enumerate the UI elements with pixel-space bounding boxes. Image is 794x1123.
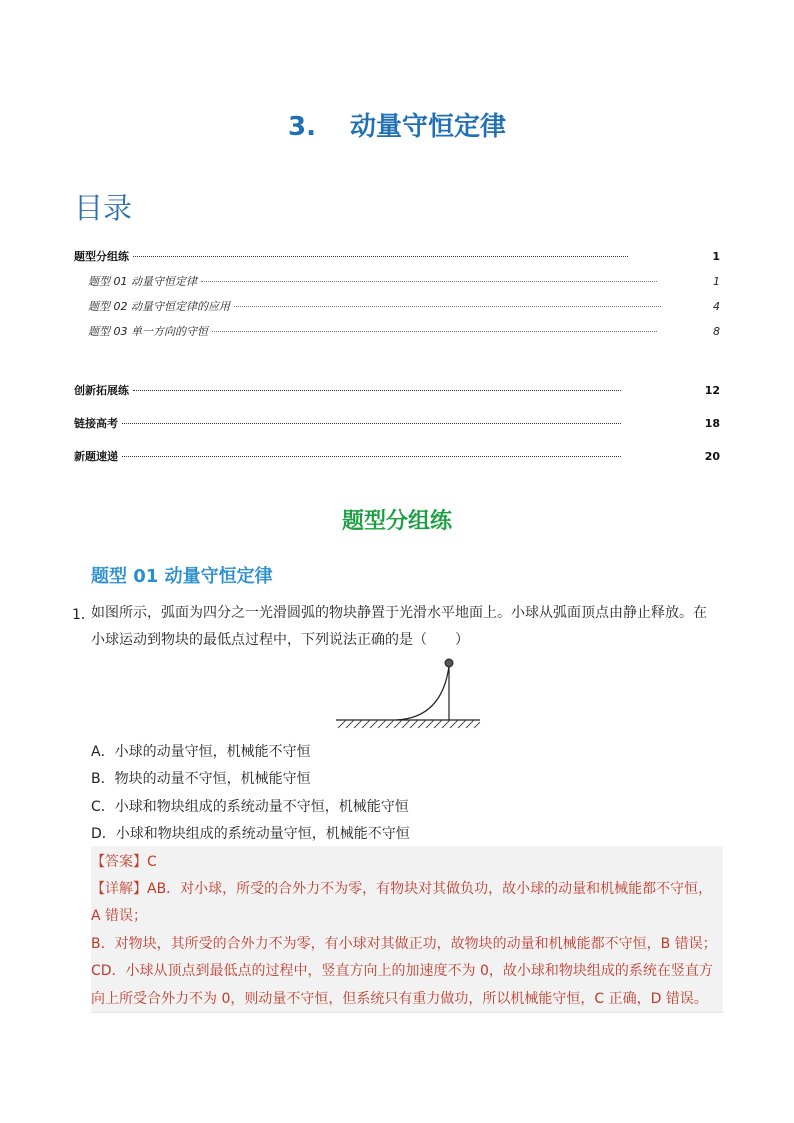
explanation-line: A 错误； [91,908,148,924]
toc-item-page: 1 [712,250,720,263]
toc-leader [212,331,657,332]
toc-item-label: 链接高考 [74,417,118,430]
title-number: 3. [288,112,316,142]
question-number: 1． [72,607,95,623]
toc-item-page: 20 [704,450,720,463]
toc-item-label: 创新拓展练 [74,384,129,397]
arc-block [396,666,449,720]
toc-item[interactable] [88,323,720,339]
explanation-line: 向上所受合外力不为 0，则动量不守恒，但系统只有重力做功，所以机械能守恒，C 正确，D 错误。 [91,991,708,1007]
question-line: 如图所示，弧面为四分之一光滑圆弧的物块静置于光滑水平地面上。小球从弧面顶点由静止释放。在 [91,605,707,621]
toc-item[interactable] [88,298,720,314]
option-a[interactable]: A．小球的动量守恒，机械能不守恒 [91,744,311,760]
answer-value: C [147,854,157,870]
toc-item-page: 8 [713,325,720,338]
toc-item[interactable] [74,382,720,398]
toc-heading: 目录 [74,191,133,225]
explanation-line [91,878,723,898]
explanation-text: AB．对小球，所受的合外力不为零，有物块对其做负功，故小球的动量和机械能都不守恒， [147,881,713,897]
toc-item-page: 4 [713,300,720,313]
toc-leader [133,390,621,391]
toc-leader [234,306,661,307]
question-line: 小球运动到物块的最低点过程中，下列说法正确的是（ ） [91,632,469,648]
toc-item-label: 题型分组练 [74,250,129,263]
toc-item[interactable] [74,415,720,431]
toc-item-page: 18 [704,417,720,430]
toc-leader [201,281,657,282]
toc-leader [122,456,621,457]
option-b[interactable]: B．物块的动量不守恒，机械能守恒 [91,771,311,787]
option-d[interactable]: D．小球和物块组成的系统动量守恒，机械能不守恒 [91,826,410,842]
toc-item-label: 题型 01 动量守恒定律 [88,275,197,288]
toc-item-label: 新题速递 [74,450,118,463]
ground-surface [336,720,480,728]
answer-line [91,851,723,871]
page-title [0,106,794,143]
toc-item-label: 题型 02 动量守恒定律的应用 [88,300,230,313]
answer-tag: 【答案】 [91,854,147,870]
toc-leader [133,256,628,257]
explanation-line: B．对物块，其所受的合外力不为零，有小球对其做正功，故物块的动量和机械能都不守恒，B 错误； [91,936,717,952]
toc-item[interactable] [88,273,720,289]
explanation-line: CD．小球从顶点到最低点的过程中，竖直方向上的加速度不为 0，故小球和物块组成的系统在竖直方 [91,963,713,979]
physics-diagram [334,654,484,736]
section-title: 题型分组练 [341,509,452,534]
explanation-tag: 【详解】 [91,881,147,897]
toc-item[interactable] [74,248,720,264]
toc-leader [122,423,621,424]
question-stem [91,600,721,654]
question-type-title: 题型 01 动量守恒定律 [91,566,273,587]
toc-item-page: 1 [713,275,720,288]
ball [445,659,453,667]
title-text: 动量守恒定律 [349,112,506,142]
toc-item-label: 题型 03 单一方向的守恒 [88,325,208,338]
toc-item-page: 12 [704,384,720,397]
option-c[interactable]: C．小球和物块组成的系统动量不守恒，机械能守恒 [91,799,409,815]
toc-item[interactable] [74,448,720,464]
